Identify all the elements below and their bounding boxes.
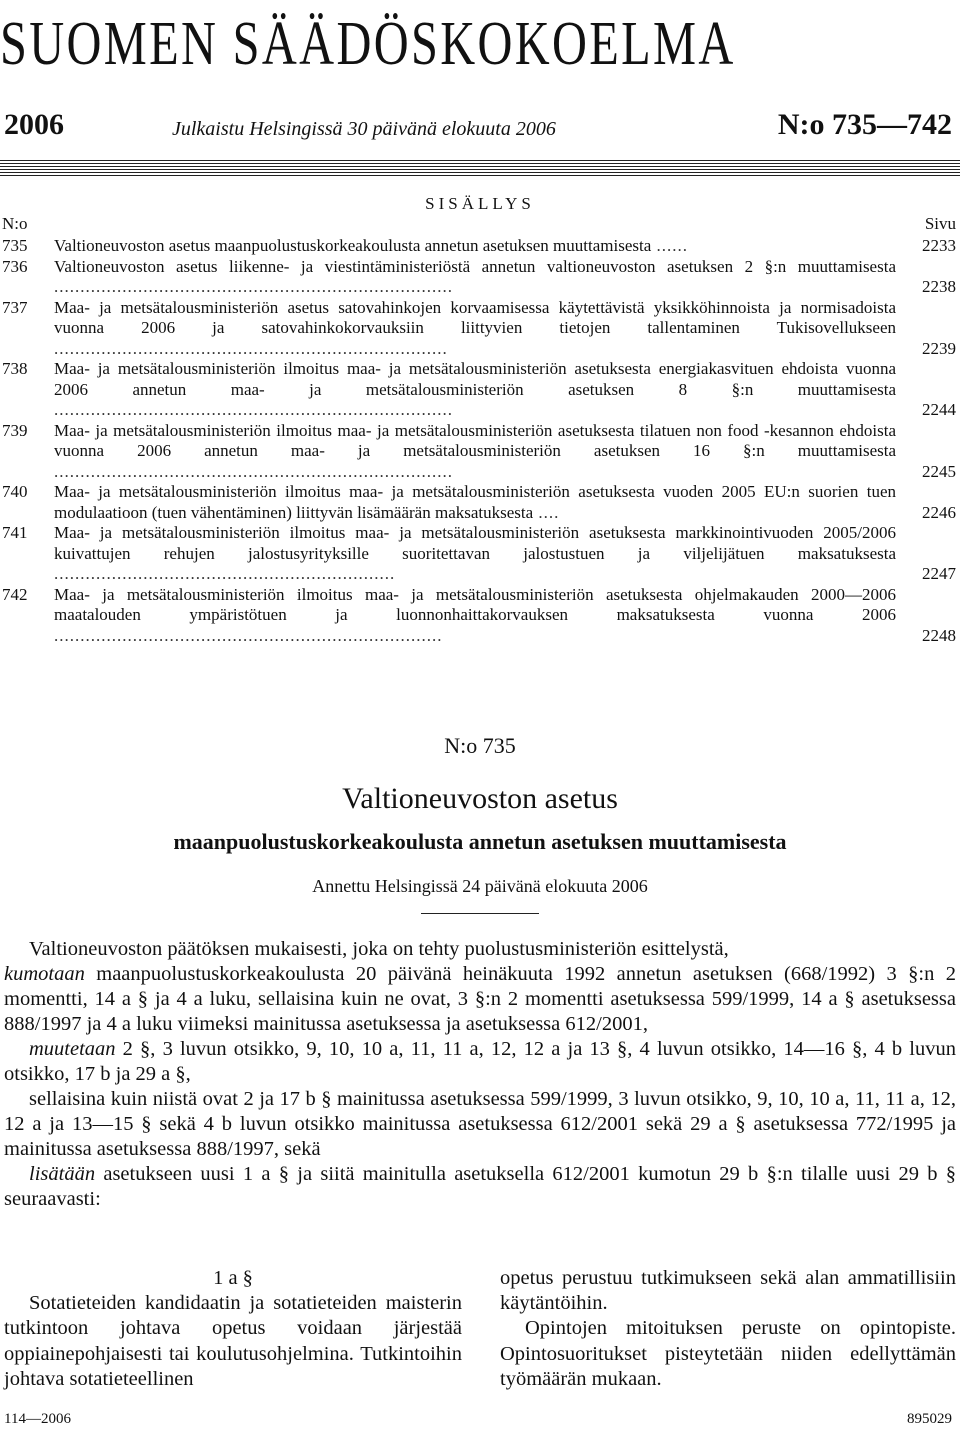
toc-entry-text: Maa- ja metsätalousministeriön ilmoitus maa- ja metsätalousministeriön asetuksesta ohjelmakauden 2000—2006 maatalouden ympäristötuen ja luonnonhaittakorvauksen maksatuksesta vuonna 2006: [54, 584, 896, 624]
toc-entry-text: Maa- ja metsätalousministeriön ilmoitus maa- ja metsätalousministeriön asetuksesta markkinointivuoden 2005/2006 kuivattujen rehujen jalostusyrityksille suoritettavan jalostustuen ja viljelijätuen maksatuksesta: [54, 523, 896, 563]
toc-entry-page: 2239: [922, 338, 956, 358]
preamble-intro: Valtioneuvoston päätöksen mukaisesti, joka on tehty puolustusministeriön esittelystä,: [29, 938, 729, 960]
toc-header: [2, 214, 956, 236]
toc-entry[interactable]: 737 Maa- ja metsätalousministeriön asetus satovahinkojen korvaamisessa käytettävistä yksikköhinnoista ja normisadoista vuonna 2006 ja satovahinkokorvauksiin liittyvien tietojen tallentaminen Tukisovellukseen ........................................................................... 2239: [2, 297, 956, 358]
toc-entry[interactable]: 742 Maa- ja metsätalousministeriön ilmoitus maa- ja metsätalousministeriön asetuksesta ohjelmakauden 2000—2006 maatalouden ympäristötuen ja luonnonhaittakorvauksen maksatuksesta vuonna 2006 .......................................................................... 2248: [2, 584, 956, 645]
act-number: N:o 735: [444, 733, 516, 758]
toc-entry-text: Valtioneuvoston asetus liikenne- ja viestintäministeriöstä annetun valtioneuvoston asetuksen 2 §:n muuttamisesta: [54, 256, 896, 276]
act-title: Valtioneuvoston asetus: [342, 782, 618, 815]
section-paragraph-2: Opintojen mitoituksen peruste on opintopiste. Opintosuoritukset pisteytetään niiden edellyttämän työmäärän mukaan.: [500, 1317, 956, 1390]
toc-entry-text: Maa- ja metsätalousministeriön ilmoitus maa- ja metsätalousministeriön asetuksesta tilatuen non food -kesannon ehdoista vuonna 2006 annetun maa- ja metsätalousministeriön asetuksen 16 §:n muuttamisesta: [54, 420, 896, 460]
toc-entry-number: 736: [2, 256, 28, 276]
toc-entry-number: 740: [2, 482, 28, 501]
act-given-date: Annettu Helsingissä 24 päivänä elokuuta 2006: [312, 876, 648, 896]
keyword-amend: muutetaan: [29, 1038, 116, 1060]
masthead-title: SUOMEN SÄÄDÖSKOKOELMA: [0, 10, 736, 78]
table-of-contents: [2, 236, 956, 646]
toc-entry[interactable]: 741 Maa- ja metsätalousministeriön ilmoitus maa- ja metsätalousministeriön asetuksesta markkinointivuoden 2005/2006 kuivattujen rehujen jalostusyrityksille suoritettavan jalostustuen ja viljelijätuen maksatuksesta ................................................................. 2247: [2, 523, 956, 583]
preamble-amend-sources: sellaisina kuin niistä ovat 2 ja 17 b § mainitussa asetuksessa 599/1999, 3 luvun otsikko, 9, 10, 10 a, 11, 11 a, 12, 12 a ja 13—15 § sekä 4 b luvun otsikko mainitussa asetuksessa 612/2001 sekä 29 a § asetuksessa 772/1995 ja mainitussa asetuksessa 888/1997, sekä: [4, 1088, 956, 1160]
toc-entry-number: 735: [2, 236, 28, 255]
section-paragraph: Sotatieteiden kandidaatin ja sotatieteiden maisterin tutkintoon johtava opetus voidaan järjestää oppiainepohjaisesti tai koulutusohjelmina. Tutkintoihin johtava sotatieteellinen: [4, 1292, 462, 1390]
act-preamble: [4, 937, 956, 1212]
separator-line: [421, 913, 539, 914]
toc-entry[interactable]: 736 Valtioneuvoston asetus liikenne- ja viestintäministeriöstä annetun valtioneuvoston asetuksen 2 §:n muuttamisesta ............................................................................ 2238: [2, 256, 956, 296]
issue-year: 2006: [4, 108, 64, 141]
section-paragraph-continued: opetus perustuu tutkimukseen sekä alan ammatillisiin käytäntöihin.: [500, 1267, 956, 1315]
section-heading: 1 a §: [213, 1267, 253, 1289]
toc-entry-number: 741: [2, 523, 28, 542]
toc-entry-page: 2238: [922, 277, 956, 296]
preamble-add: lisätään asetukseen uusi 1 a § ja siitä mainitulla asetuksella 612/2001 kumotun 29 b §:n tilalle uusi 29 b § seuraavasti:: [4, 1163, 956, 1210]
preamble-repeal: kumotaan maanpuolustuskorkeakoulusta 20 päivänä heinäkuuta 1992 annetun asetuksen (668/1992) 3 §:n 2 momentti, 14 a § ja 4 a luku, sellaisina kuin ne ovat, 3 §:n 2 momentti asetuksessa 599/1999, 14 a § asetuksessa 888/1997 ja 4 a luku viimeksi mainitussa asetuksessa ja asetuksessa 612/2001,: [4, 963, 956, 1035]
issue-published-date: Julkaistu Helsingissä 30 päivänä elokuuta 2006: [172, 118, 556, 140]
toc-entry[interactable]: 739 Maa- ja metsätalousministeriön ilmoitus maa- ja metsätalousministeriön asetuksesta tilatuen non food -kesannon ehdoista vuonna 2006 annetun maa- ja metsätalousministeriön asetuksen 16 §:n muuttamisesta ............................................................................ 2245: [2, 420, 956, 481]
toc-entry-number: 742: [2, 584, 28, 604]
keyword-repeal: kumotaan: [4, 963, 85, 985]
contents-title: SISÄLLYS: [425, 194, 535, 213]
toc-entry-number: 738: [2, 359, 28, 378]
toc-entry-page: 2246: [922, 502, 956, 522]
toc-entry-number: 737: [2, 297, 28, 317]
toc-entry-page: 2233: [922, 236, 956, 255]
toc-entry-text: Maa- ja metsätalousministeriön asetus satovahinkojen korvaamisessa käytettävistä yksikköhinnoista ja normisadoista vuonna 2006 ja satovahinkokorvauksiin liittyvien tietojen tallentaminen Tukisovellukseen: [54, 297, 896, 337]
header-rules: [0, 160, 960, 178]
act-subtitle: maanpuolustuskorkeakoulusta annetun asetuksen muuttamisesta: [173, 829, 787, 854]
column-left: [4, 1266, 462, 1392]
toc-entry-page: 2244: [922, 400, 956, 419]
column-right: [500, 1266, 956, 1392]
toc-col-page: Sivu: [924, 214, 956, 233]
toc-entry-page: 2248: [922, 625, 956, 645]
toc-entry-page: 2247: [922, 564, 956, 583]
issue-line: [0, 108, 960, 152]
footer-code-left: 114—2006: [4, 1411, 71, 1427]
keyword-add: lisätään: [29, 1163, 96, 1185]
toc-entry[interactable]: 738 Maa- ja metsätalousministeriön ilmoitus maa- ja metsätalousministeriön asetuksesta energiakasvituen ehdoista vuonna 2006 annetun maa- ja metsätalousministeriön asetuksen 8 §:n muuttamisesta ............................................................................ 2244: [2, 359, 956, 419]
toc-entry[interactable]: 740 Maa- ja metsätalousministeriön ilmoitus maa- ja metsätalousministeriön asetuksesta vuoden 2005 EU:n suorien tuen modulaatioon (tuen vähentäminen) liittyvän lisämäärän maksatuksesta .... 2246: [2, 482, 956, 522]
toc-col-number: N:o: [2, 214, 28, 233]
toc-entry-number: 739: [2, 420, 28, 440]
toc-entry-page: 2245: [922, 461, 956, 481]
toc-entry[interactable]: 735 Valtioneuvoston asetus maanpuolustuskorkeakoulusta annetun asetuksen muuttamisesta ...... 2233: [2, 236, 956, 255]
footer-code-right: 895029: [907, 1411, 952, 1427]
preamble-amend: muutetaan 2 §, 3 luvun otsikko, 9, 10, 10 a, 11, 11 a, 12, 12 a ja 13 §, 4 luvun otsikko, 14—16 §, 4 b luvun otsikko, 17 b ja 29 a §,: [4, 1038, 956, 1085]
issue-numbers: N:o 735—742: [777, 108, 952, 141]
toc-entry-text: Maa- ja metsätalousministeriön ilmoitus maa- ja metsätalousministeriön asetuksesta energiakasvituen ehdoista vuonna 2006 annetun maa- ja metsätalousministeriön asetuksen 8 §:n muuttamisesta: [54, 359, 896, 399]
toc-entry-text: Valtioneuvoston asetus maanpuolustuskorkeakoulusta annetun asetuksen muuttamisesta: [54, 236, 652, 255]
toc-entry-text: Maa- ja metsätalousministeriön ilmoitus maa- ja metsätalousministeriön asetuksesta vuoden 2005 EU:n suorien tuen modulaatioon (tuen vähentäminen) liittyvän lisämäärän maksatuksesta: [54, 482, 896, 522]
